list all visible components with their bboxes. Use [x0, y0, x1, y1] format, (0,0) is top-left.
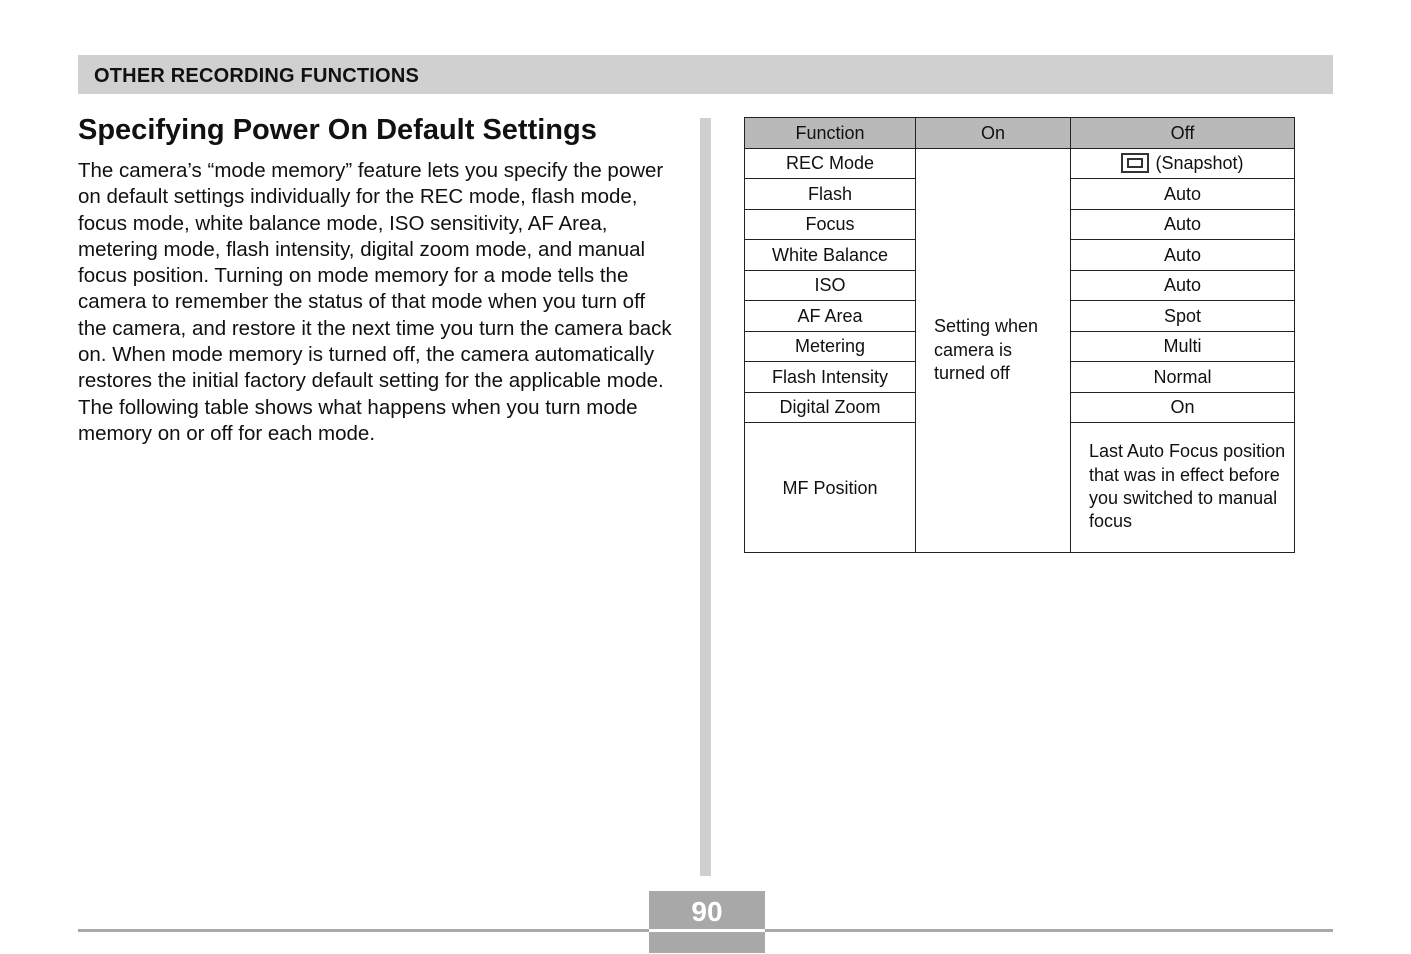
- snapshot-mode-icon: [1121, 153, 1149, 173]
- section-title: OTHER RECORDING FUNCTIONS: [94, 65, 419, 87]
- off-cell: Auto: [1071, 270, 1295, 301]
- section-header-bar: [78, 55, 1333, 94]
- function-cell: Digital Zoom: [745, 392, 916, 423]
- function-cell: Focus: [745, 209, 916, 240]
- table-row: [745, 148, 1295, 179]
- body-text: [78, 158, 678, 447]
- off-cell: Multi: [1071, 331, 1295, 362]
- header-on: On: [916, 118, 1071, 149]
- page-number-badge: [649, 891, 765, 953]
- page-number: 90: [691, 896, 723, 927]
- off-cell: Auto: [1071, 240, 1295, 271]
- function-cell: Flash Intensity: [745, 362, 916, 393]
- function-cell: AF Area: [745, 301, 916, 332]
- function-cell: White Balance: [745, 240, 916, 271]
- off-cell: Normal: [1071, 362, 1295, 393]
- off-cell: Spot: [1071, 301, 1295, 332]
- page-number-divider: [649, 929, 765, 932]
- off-value: (Snapshot): [1155, 153, 1244, 174]
- column-divider: [700, 118, 711, 876]
- table-intro-paragraph: The following table shows what happens when you turn mode memory on or off for each mode.: [78, 395, 638, 445]
- page-title: Specifying Power On Default Settings: [78, 114, 597, 146]
- off-cell: Last Auto Focus position that was in effect before you switched to manual focus: [1071, 423, 1295, 553]
- function-cell: ISO: [745, 270, 916, 301]
- header-function: Function: [745, 118, 916, 149]
- off-cell: [1071, 148, 1295, 179]
- function-cell: MF Position: [745, 423, 916, 553]
- intro-paragraph: The camera’s “mode memory” feature lets you specify the power on default settings individually for the REC mode, flash mode, focus mode, white balance mode, ISO sensitivity, AF Area, metering mode, flash intensity, digital zoom mode, and manual focus position. Turning on mode memory for a mode tells the camera to remember the status of that mode when you turn off the camera, and restore it the next time you turn the camera back on. When mode memory is turned off, the camera automatically restores the initial factory default setting for the applicable mode.: [78, 159, 672, 393]
- function-cell: Flash: [745, 179, 916, 210]
- on-setting-cell: Setting when camera is turned off: [916, 148, 1071, 553]
- off-cell: Auto: [1071, 209, 1295, 240]
- table-header-row: [745, 118, 1295, 149]
- mode-memory-table: [744, 117, 1295, 553]
- off-cell: On: [1071, 392, 1295, 423]
- header-off: Off: [1071, 118, 1295, 149]
- function-cell: Metering: [745, 331, 916, 362]
- function-cell: REC Mode: [745, 148, 916, 179]
- off-cell: Auto: [1071, 179, 1295, 210]
